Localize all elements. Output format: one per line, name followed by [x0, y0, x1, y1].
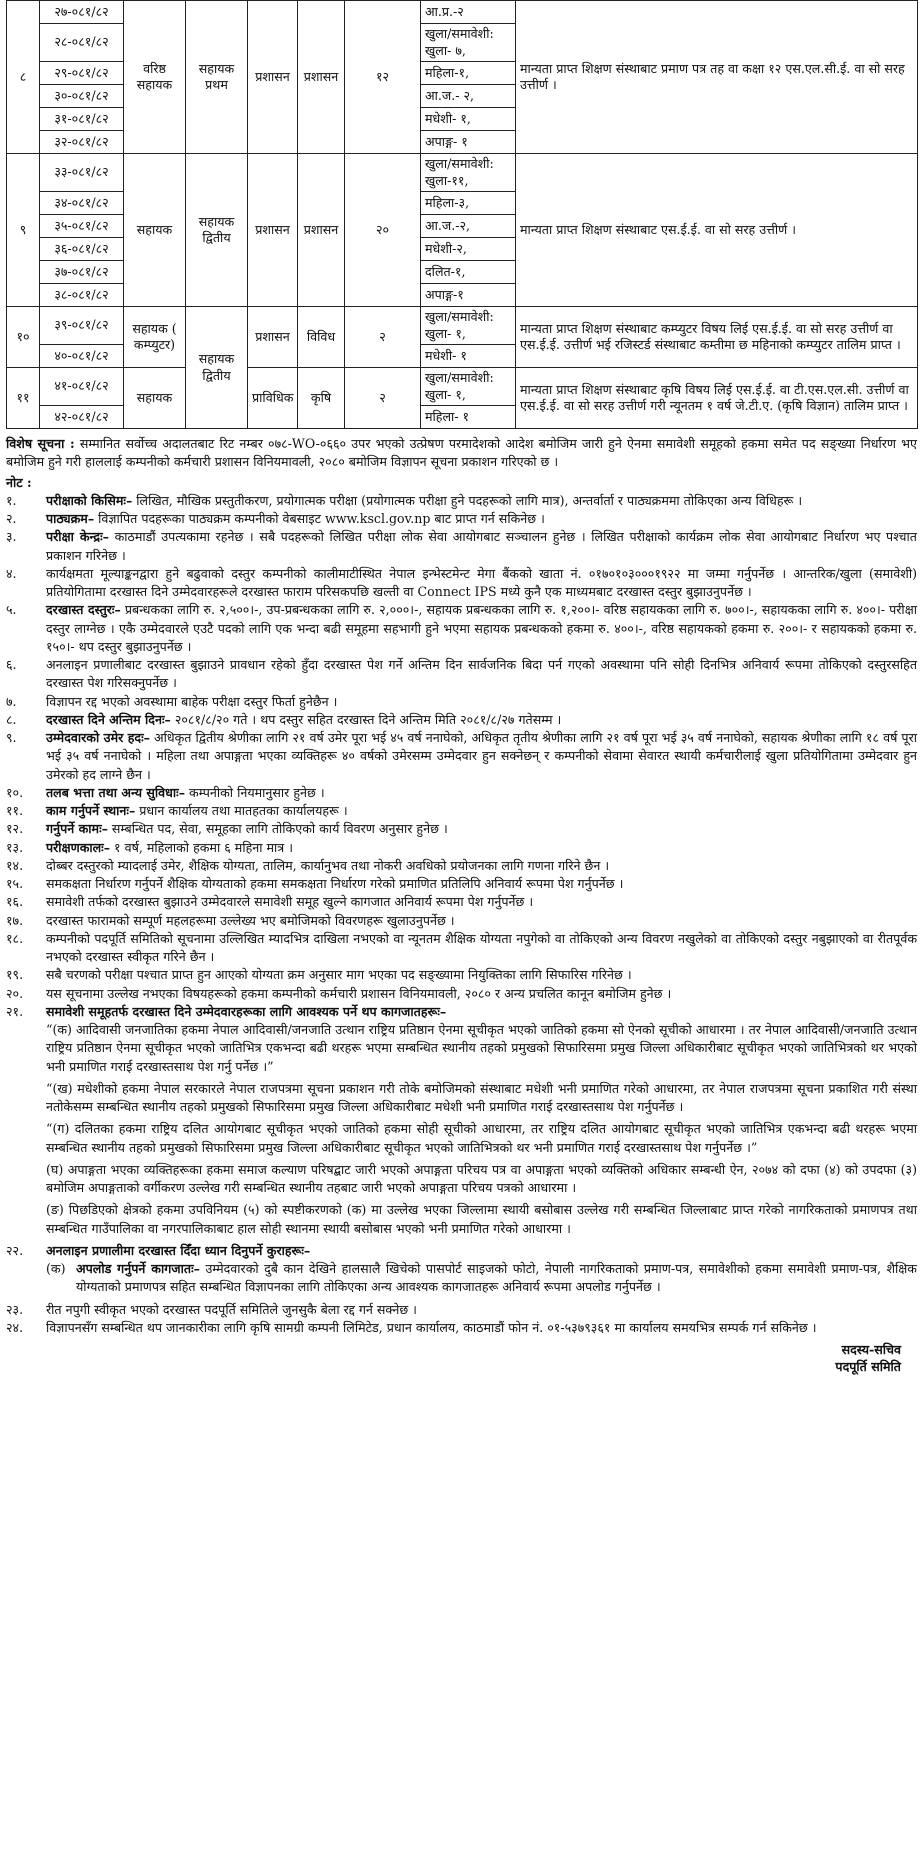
- inclusive-document-item: (घ) अपाङ्गता भएका व्यक्तिहरूका हकमा समाज कल्याण परिषद्बाट जारी भएको अपाङ्गता परिचय पत्र वा अपाङ्गता भएको व्यक्तिको अधिकार सम्बन्धी ऐन, २०७४ को दफा (४) को उपदफा (३) बमोजिम अपाङ्गताको वर्गीकरण उल्लेख गरी सम्बन्धित स्थानीय तहबाट जारी भएको अपाङ्गता परिचय पत्रको आधारमा ।: [46, 1161, 917, 1195]
- notes-heading: नोट :: [6, 474, 32, 490]
- qualification-cell: मान्यता प्राप्त शिक्षण संस्थाबाट एस.ई.ई. वा सो सरह उत्तीर्ण ।: [516, 154, 918, 307]
- note-22-sub: (क) अपलोड गर्नुपर्ने कागजातः– उम्मेदवारको दुबै कान देखिने हालसालै खिचेको पासपोर्ट साइजको फोटो, नेपाली नागरिकताको प्रमाण-पत्र, समावेशीको हकमा समावेशी प्रमाण-पत्र, शैक्षिक योग्यताको प्रमाणपत्र सहित सम्बन्धित विज्ञापनका लागि तोकिएका अन्य आवश्यक कागजातहरू अनिवार्य रूपमा अपलोड गर्नुपर्नेछ ।: [46, 1261, 917, 1295]
- qualification-cell: मान्यता प्राप्त शिक्षण संस्थाबाट प्रमाण पत्र तह वा कक्षा १२ एस.एल.सी.ई. वा सो सरह उत्तीर्ण ।: [516, 1, 918, 154]
- note-item: १८. कम्पनीको पदपूर्ति समितिको सूचनामा उल्लिखित म्यादभित्र दाखिला नभएको वा न्यूनतम शैक्षिक योग्यता नपुगेको वा तोकिएको अन्य विवरण नखुलेको वा तोकिएको दस्तुर नबुझाएको वा रीतपूर्वक नभएको दरखास्त स्वीकृत गरिने छैन ।: [6, 930, 917, 964]
- table-row: [7, 1, 918, 24]
- qualification-cell: मान्यता प्राप्त शिक्षण संस्थाबाट कम्प्युटर विषय लिई एस.ई.ई. वा सो सरह उत्तीर्ण वा एस.ई.ई. उत्तीर्ण भई रजिस्टर्ड संस्थाबाट कम्तीमा छ महिनाको कम्प्युटर तालिम प्राप्त ।: [516, 307, 918, 368]
- total-posts-cell: २०: [345, 154, 421, 307]
- note-item: ९. उम्मेदवारको उमेर हदः– अधिकृत द्वितीय श्रेणीका लागि २१ वर्ष उमेर पूरा भई ४५ वर्ष ननाघेको, अधिकृत तृतीय श्रेणीका लागि २१ वर्ष पूरा भई ३५ वर्ष ननाघेको, सहायक श्रेणीका लागि १८ वर्ष पूरा भई ३५ वर्ष ननाघेको । महिला तथा अपाङ्गता भएका व्यक्तिहरू ४० वर्षको उमेरसम्म उम्मेदवार हुन सक्नेछन् र कम्पनीको सेवामा सेवारत स्थायी कर्मचारीलाई खुला प्रतियोगितामा उम्मेदवार हुन उमेरको हद लाग्ने छैन ।: [6, 730, 917, 782]
- note-22: २२. अनलाइन प्रणालीमा दरखास्त दिँदा ध्यान दिनुपर्ने कुराहरूः–: [6, 1242, 311, 1258]
- advertisement-number: ४१-०८१/८२: [40, 368, 124, 406]
- advertisement-number: २७-०८१/८२: [40, 1, 124, 24]
- inclusive-document-item: (ङ) पिछडिएको क्षेत्रको हकमा उपविनियम (५) को स्पष्टीकरणको (क) मा उल्लेख भएका जिल्लामा स्थायी बसोबास उल्लेख गरी सम्बन्धित जिल्लाबाट प्राप्त गरेको नागरिकताको प्रमाणपत्र तथा सम्बन्धित गाउँपालिका वा नगरपालिकाबाट हाल सोही स्थानमा स्थायी बसोबास भएको भनी प्रमाणित गरेको आधारमा ।: [46, 1202, 917, 1236]
- quota-cell: मधेशी-२,: [421, 238, 516, 261]
- vacancy-table: [6, 0, 918, 429]
- note-item: ११. काम गर्नुपर्ने स्थानः– प्रधान कार्यालय तथा मातहतका कार्यालयहरू ।: [6, 803, 348, 818]
- note-item: ३. परीक्षा केन्द्रः– काठमाडौं उपत्यकामा रहनेछ । सबै पदहरूको लिखित परीक्षा लोक सेवा आयोगबाट सञ्चालन हुनेछ । लिखित परीक्षाको कार्यक्रम लोक सेवा आयोगबाट निर्धारण भए पश्चात प्रकाशन गरिनेछ ।: [6, 529, 917, 563]
- advertisement-number: ३८-०८१/८२: [40, 284, 124, 307]
- group-cell: विविध: [298, 307, 345, 368]
- inclusive-document-item: “(ख) मधेशीको हकमा नेपाल सरकारले नेपाल राजपत्रमा सूचना प्रकाशन गरी तोके बमोजिमको संस्थाबाट मधेशी भनी प्रमाणित गरेको आधारमा, तर नेपाल राजपत्रमा सूचना प्रकाशित गरी संस्था नतोकेसम्म सम्बन्धित स्थानीय तहको प्रमुखको सिफारिसमा प्रमुख जिल्ला अधिकारीबाट मधेशी भनी प्रमाणित गराई दरखास्तसाथ पेश गर्नुपर्नेछ ।: [46, 1080, 917, 1114]
- note-item: २१. समावेशी समूहतर्फ दरखास्त दिने उम्मेदवारहरूका लागि आवश्यक पर्ने थप कागजातहरूः–: [6, 1003, 447, 1019]
- class-cell: सहायक द्वितीय: [186, 307, 248, 429]
- note-item: २. पाठ्यक्रम– विज्ञापित पदहरूका पाठ्यक्रम कम्पनीको वेबसाइट www.kscl.gov.np बाट प्राप्त गर्न सकिनेछ ।: [6, 511, 545, 526]
- service-cell: प्रशासन: [248, 307, 298, 368]
- row-serial: १०: [7, 307, 40, 368]
- quota-cell: अपाङ्ग-१: [421, 284, 516, 307]
- advertisement-number: २९-०८१/८२: [40, 62, 124, 85]
- special-notice: [6, 435, 917, 472]
- note-item: ८. दरखास्त दिने अन्तिम दिनः– २०८१/८/२० गते । थप दस्तुर सहित दरखास्त दिने अन्तिम मिति २०८१/८/२७ गतेसम्म ।: [6, 711, 562, 727]
- class-cell: सहायक द्वितीय: [186, 154, 248, 307]
- quota-cell: आ.प्र.-२: [421, 1, 516, 24]
- service-cell: प्रशासन: [248, 1, 298, 154]
- signature-committee: पदपूर्ति समिति: [835, 1359, 901, 1374]
- table-row: [7, 154, 918, 192]
- quota-cell: मधेशी- १: [421, 345, 516, 368]
- row-serial: ११: [7, 368, 40, 429]
- table-row: [7, 307, 918, 345]
- inclusive-documents-list: [6, 1021, 917, 1238]
- note-item: १७. दरखास्त फारामको सम्पूर्ण महलहरूमा उल्लेख्य भए बमोजिमको विवरणहरू खुलाउनुपर्नेछ ।: [6, 912, 455, 928]
- row-serial: ९: [7, 154, 40, 307]
- note-item: ७. विज्ञापन रद्द भएको अवस्थामा बाहेक परीक्षा दस्तुर फिर्ता हुनेछैन ।: [6, 693, 338, 709]
- quota-cell: आ.ज.-२,: [421, 215, 516, 238]
- total-posts-cell: २: [345, 368, 421, 429]
- note-item: १०. तलब भत्ता तथा अन्य सुविधाः– कम्पनीको नियमानुसार हुनेछ ।: [6, 784, 325, 800]
- note-item: १३. परीक्षणकालः– १ वर्ष, महिलाको हकमा ६ महिना मात्र ।: [6, 839, 294, 855]
- special-notice-label: विशेष सूचना :: [6, 436, 75, 451]
- quota-cell: महिला-३,: [421, 192, 516, 215]
- note-item: १९. सबै चरणको परीक्षा पश्चात प्राप्त हुन आएको योग्यता क्रम अनुसार माग भएका पद सङ्ख्यामा नियुक्तिका लागि सिफारिस गरिनेछ ।: [6, 967, 632, 983]
- advertisement-number: ४०-०८१/८२: [40, 345, 124, 368]
- service-cell: प्राविधिक: [248, 368, 298, 429]
- special-notice-text: सम्मानित सर्वोच्च अदालतबाट रिट नम्बर ०७८-WO-०६६० उपर भएको उत्प्रेषण परमादेशको आदेश बमोजिम जारी हुने ऐनमा समावेशी समूहको हकमा समेत पद सङ्ख्या निर्धारण भए बमोजिम हुने गरी हाललाई कम्पनीको कर्मचारी प्रशासन विनियमावली, २०८० बमोजिम विज्ञापन सूचना प्रकाशन गरिएको छ ।: [6, 436, 917, 470]
- level-cell: सहायक: [124, 368, 186, 429]
- qualification-cell: मान्यता प्राप्त शिक्षण संस्थाबाट कृषि विषय लिई एस.ई.ई. वा टी.एस.एल.सी. उत्तीर्ण वा एस.ई.ई. वा सो सरह उत्तीर्ण गरी न्यूनतम १ वर्ष जे.टी.ए. (कृषि विज्ञान) तालिम प्राप्त ।: [516, 368, 918, 429]
- advertisement-number: ३२-०८१/८२: [40, 131, 124, 154]
- signature-title: सदस्य-सचिव: [841, 1342, 901, 1357]
- note-item: १२. गर्नुपर्ने कामः– सम्बन्धित पद, सेवा, समूहका लागि तोकिएको कार्य विवरण अनुसार हुनेछ ।: [6, 821, 448, 837]
- level-cell: सहायक ( कम्प्युटर): [124, 307, 186, 368]
- note-item: ६. अनलाइन प्रणालीबाट दरखास्त बुझाउने प्रावधान रहेको हुँदा दरखास्त पेश गर्ने अन्तिम दिन सार्वजनिक बिदा पर्न गएको अवस्थामा पनि सोही दिनभित्र अनिवार्य रूपमा तोकिएको दस्तुरसहित दरखास्त पेश गरिसक्नुपर्नेछ ।: [6, 657, 917, 691]
- quota-cell: महिला- १: [421, 406, 516, 429]
- inclusive-document-item: “(ग) दलितका हकमा राष्ट्रिय दलित आयोगबाट सूचीकृत भएको जातिको हकमा सोही सूचीको आधारमा, तर राष्ट्रिय दलित आयोगबाट सूचीकृत भएको जातिभित्र एकभन्दा बढी थरहरू भएमा सम्बन्धित स्थानीय तहको प्रमुखको सिफारिसमा प्रमुख जिल्ला अधिकारीबाट सूचीकृत भएको जातिभित्रको थर भनी प्रमाणित गराई दरखास्तसाथ पेश गर्नुपर्नेछ ।”: [46, 1121, 917, 1155]
- quota-cell: खुला/समावेशी: खुला-११,: [421, 154, 516, 192]
- service-cell: प्रशासन: [248, 154, 298, 307]
- quota-cell: खुला/समावेशी: खुला- १,: [421, 307, 516, 345]
- quota-cell: खुला/समावेशी: खुला- १,: [421, 368, 516, 406]
- note-item: ४. कार्यक्षमता मूल्याङ्कनद्वारा हुने बढुवाको दस्तुर कम्पनीको कालीमाटीस्थित नेपाल इन्भेस्टमेन्ट मेगा बैंकको खाता नं. ०१७०१०३०००१९२२ मा जम्मा गर्नुपर्नेछ । आन्तरिक/खुला (समावेशी) प्रतियोगितामा दरखास्त दिने उम्मेदवारहरूले दरखास्त फाराम परिसकपछि खल्ती वा Connect IPS मध्ये कुनै एक माध्यमबाट दरखास्त दस्तुर बुझाउनुपर्नेछ ।: [6, 565, 917, 599]
- note-item: २०. यस सूचनामा उल्लेख नभएका विषयहरूको हकमा कम्पनीको कर्मचारी प्रशासन विनियमावली, २०८० र अन्य प्रचलित कानून बमोजिम हुनेछ ।: [6, 985, 672, 1001]
- quota-cell: मधेशी- १,: [421, 108, 516, 131]
- quota-cell: महिला-१,: [421, 62, 516, 85]
- advertisement-number: ३७-०८१/८२: [40, 261, 124, 284]
- advertisement-number: ३३-०८१/८२: [40, 154, 124, 192]
- quota-cell: दलित-१,: [421, 261, 516, 284]
- signature-block: [835, 1341, 901, 1375]
- advertisement-number: ३१-०८१/८२: [40, 108, 124, 131]
- advertisement-number: २८-०८१/८२: [40, 24, 124, 62]
- advertisement-number: ३६-०८१/८२: [40, 238, 124, 261]
- inclusive-document-item: “(क) आदिवासी जनजातिका हकमा नेपाल आदिवासी/जनजाति उत्थान राष्ट्रिय प्रतिष्ठान ऐनमा सूचीकृत भएको जातिको हकमा सो ऐनको सूचीको आधारमा । तर नेपाल आदिवासी/जनजाति उत्थान राष्ट्रिय प्रतिष्ठान ऐनमा सूचीकृत भएको जातिभित्र एकभन्दा बढी थरहरू भएमा सम्बन्धित स्थानीय तहको प्रमुखको सिफारिसमा प्रमुख जिल्ला अधिकारीबाट सूचीकृत भएको जातिभित्रको थर भएको भनी प्रमाणित गराई दरखास्तसाथ पेश गर्नु पर्नेछ ।”: [46, 1022, 917, 1074]
- quota-cell: अपाङ्ग- १: [421, 131, 516, 154]
- note-item: ५. दरखास्त दस्तुरः– प्रबन्धकका लागि रु. २,५००।-, उप-प्रबन्धकका लागि रु. २,०००।-, सहायक प्रबन्धकका लागि रु. १,२००।- वरिष्ठ सहायकका लागि रु. ७००।-, सहायकका लागि रु. ४००।- परीक्षा दस्तुर लाग्नेछ । एकै उम्मेदवारले एउटै पदको लागि एक भन्दा बढी समूहमा सहभागी हुने भएमा सहायक प्रबन्धकको हकमा रु. ४००।-, वरिष्ठ सहायकको हकमा रु. २००।- र सहायकको हकमा रु. १५०।- थप दस्तुर बुझाउनुपर्नेछ ।: [6, 602, 917, 654]
- class-cell: सहायक प्रथम: [186, 1, 248, 154]
- advertisement-number: ३०-०८१/८२: [40, 85, 124, 108]
- note-24: २४. विज्ञापनसँग सम्बन्धित थप जानकारीका लागि कृषि सामग्री कम्पनी लिमिटेड, प्रधान कार्यालय, काठमाडौं फोन नं. ०१-५३७९३६१ मा कार्यालय समयभित्र सम्पर्क गर्न सकिनेछ ।: [6, 1319, 817, 1335]
- advertisement-number: ४२-०८१/८२: [40, 406, 124, 429]
- row-serial: ८: [7, 1, 40, 154]
- note-item: १४. दोब्बर दस्तुरको म्यादलाई उमेर, शैक्षिक योग्यता, तालिम, कार्यानुभव तथा नोकरी अवधिको प्रयोजनका लागि गणना गरिने छैन ।: [6, 857, 610, 873]
- table-row: [7, 368, 918, 406]
- group-cell: प्रशासन: [298, 1, 345, 154]
- note-23: २३. रीत नपुगी स्वीकृत भएको दरखास्त पदपूर्ति समितिले जुनसुकै बेला रद्द गर्न सक्नेछ ।: [6, 1301, 417, 1317]
- total-posts-cell: १२: [345, 1, 421, 154]
- note-item: १६. समावेशी तर्फको दरखास्त बुझाउने उम्मेदवारले समावेशी समूह खुल्ने कागजात अनिवार्य रूपमा पेश गर्नुपर्नेछ ।: [6, 894, 534, 910]
- quota-cell: खुला/समावेशी: खुला- ७,: [421, 24, 516, 62]
- notes-list: [6, 492, 917, 1021]
- advertisement-number: ३९-०८१/८२: [40, 307, 124, 345]
- level-cell: सहायक: [124, 154, 186, 307]
- quota-cell: आ.ज.- २,: [421, 85, 516, 108]
- advertisement-number: ३५-०८१/८२: [40, 215, 124, 238]
- group-cell: प्रशासन: [298, 154, 345, 307]
- advertisement-number: ३४-०८१/८२: [40, 192, 124, 215]
- note-item: १५. समकक्षता निर्धारण गर्नुपर्ने शैक्षिक योग्यताको हकमा समकक्षता निर्धारण गरेको प्रमाणित प्रतिलिपि अनिवार्य रूपमा पेश गर्नुपर्नेछ ।: [6, 876, 624, 891]
- level-cell: वरिष्ठ सहायक: [124, 1, 186, 154]
- note-item: १. परीक्षाको किसिमः– लिखित, मौखिक प्रस्तुतीकरण, प्रयोगात्मक परीक्षा (प्रयोगात्मक परीक्षा हुने पदहरूको लागि मात्र), अन्तर्वार्ता र पाठ्यक्रममा तोकिएका अन्य विधिहरू ।: [6, 492, 803, 508]
- group-cell: कृषि: [298, 368, 345, 429]
- total-posts-cell: २: [345, 307, 421, 368]
